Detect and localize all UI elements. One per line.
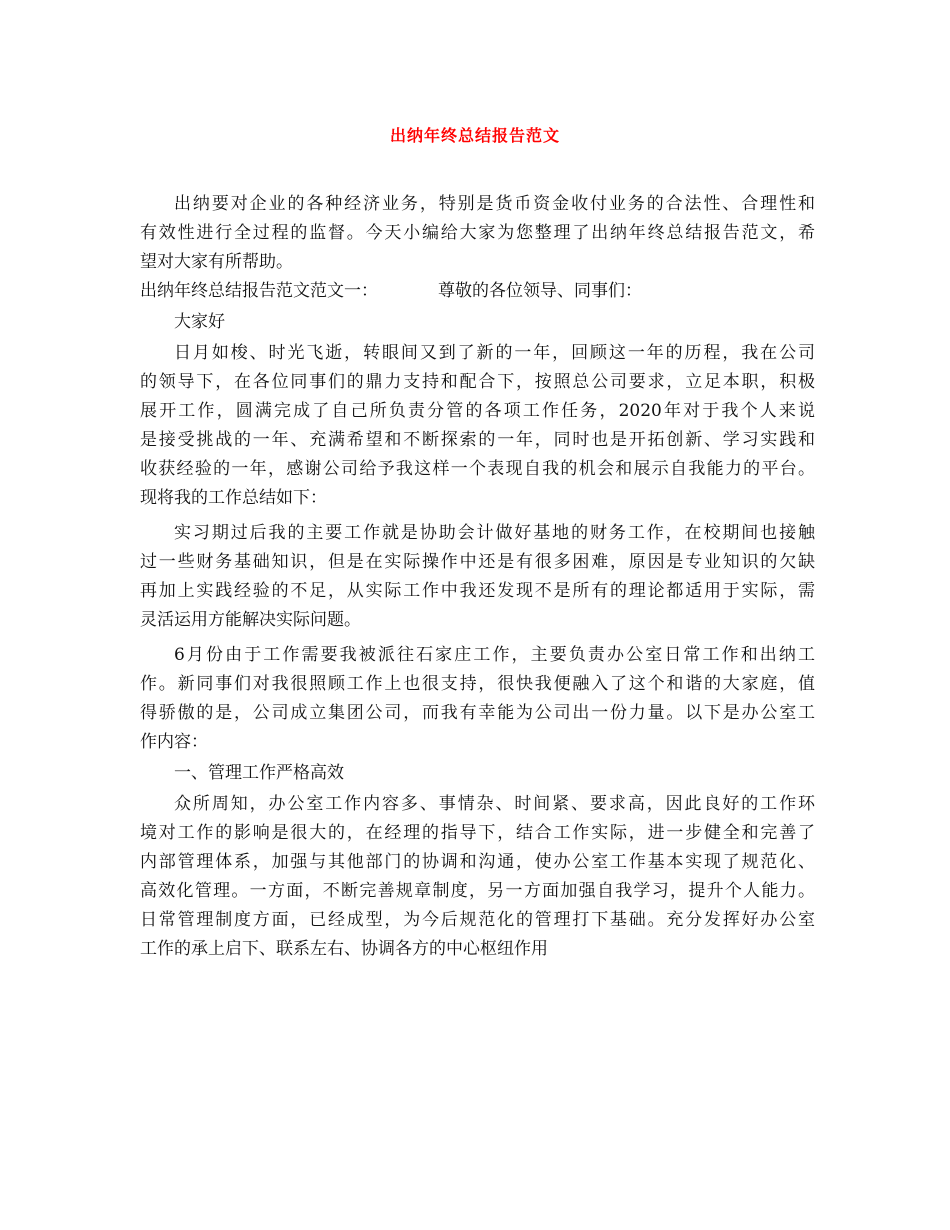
text-line: 6月份由于工作需要我被派往石家庄工作，主要负责办公室日常工作和出纳工 — [174, 645, 815, 665]
text-line: 境对工作的影响是很大的，在经理的指导下，结合工作实际，进一步健全和完善了 — [140, 823, 815, 843]
text-line: 的领导下，在各位同事们的鼎力支持和配合下，按照总公司要求，立足本职，积极 — [140, 372, 815, 392]
text-line: 展开工作，圆满完成了自己所负责分管的各项工作任务，2020年对于我个人来说 — [140, 401, 815, 421]
text-line: 望对大家有所帮助。 — [140, 252, 293, 272]
text-line: 工作的承上启下、联系左右、协调各方的中心枢纽作用 — [140, 939, 548, 959]
subheading-management: 一、管理工作严格高效 — [174, 763, 344, 783]
text-line: 内部管理体系，加强与其他部门的协调和沟通，使办公室工作基本实现了规范化、 — [140, 852, 815, 872]
document-title: 出纳年终总结报告范文 — [389, 126, 560, 145]
text-line: 再加上实践经验的不足，从实际工作中我还发现不是所有的理论都适用于实际，需 — [140, 581, 815, 601]
text-line: 得骄傲的是，公司成立集团公司，而我有幸能为公司出一份力量。以下是办公室工 — [140, 703, 815, 723]
section-heading — [140, 277, 815, 306]
text-line: 灵活运用方能解决实际问题。 — [140, 610, 361, 630]
text-line: 日月如梭、时光飞逝，转眼间又到了新的一年，回顾这一年的历程，我在公司 — [174, 343, 815, 363]
text-line: 出纳要对企业的各种经济业务，特别是货币资金收付业务的合法性、合理性和 — [174, 194, 815, 214]
text-line: 有效性进行全过程的监督。今天小编给大家为您整理了出纳年终总结报告范文，希 — [140, 223, 815, 243]
text-line: 作。新同事们对我很照顾工作上也很支持，很快我便融入了这个和谐的大家庭，值 — [140, 674, 815, 694]
text-line: 收获经验的一年，感谢公司给予我这样一个表现自我的机会和展示自我能力的平台。 — [140, 459, 815, 479]
paragraph-3 — [140, 641, 815, 757]
text-line: 是接受挑战的一年、充满希望和不断探索的一年，同时也是开拓创新、学习实践和 — [140, 430, 815, 450]
paragraph-4 — [140, 790, 815, 964]
text-line: 过一些财务基础知识，但是在实际操作中还是有很多困难，原因是专业知识的欠缺 — [140, 552, 815, 572]
text-line: 众所周知，办公室工作内容多、事情杂、时间紧、要求高，因此良好的工作环 — [174, 794, 815, 814]
paragraph-1 — [140, 339, 815, 513]
text-line: 现将我的工作总结如下： — [140, 488, 327, 508]
paragraph-2 — [140, 519, 815, 635]
intro-paragraph — [140, 190, 815, 277]
text-line: 日常管理制度方面，已经成型，为今后规范化的管理打下基础。充分发挥好办公室 — [140, 910, 815, 930]
section-heading-left: 出纳年终总结报告范文范文一： — [140, 281, 378, 301]
text-line: 实习期过后我的主要工作就是协助会计做好基地的财务工作，在校期间也接触 — [174, 523, 815, 543]
document-body — [140, 190, 815, 964]
greeting: 大家好 — [174, 312, 225, 332]
section-heading-right: 尊敬的各位领导、同事们： — [438, 281, 642, 301]
text-line: 作内容： — [140, 732, 208, 752]
text-line: 高效化管理。一方面，不断完善规章制度，另一方面加强自我学习，提升个人能力。 — [140, 881, 815, 901]
